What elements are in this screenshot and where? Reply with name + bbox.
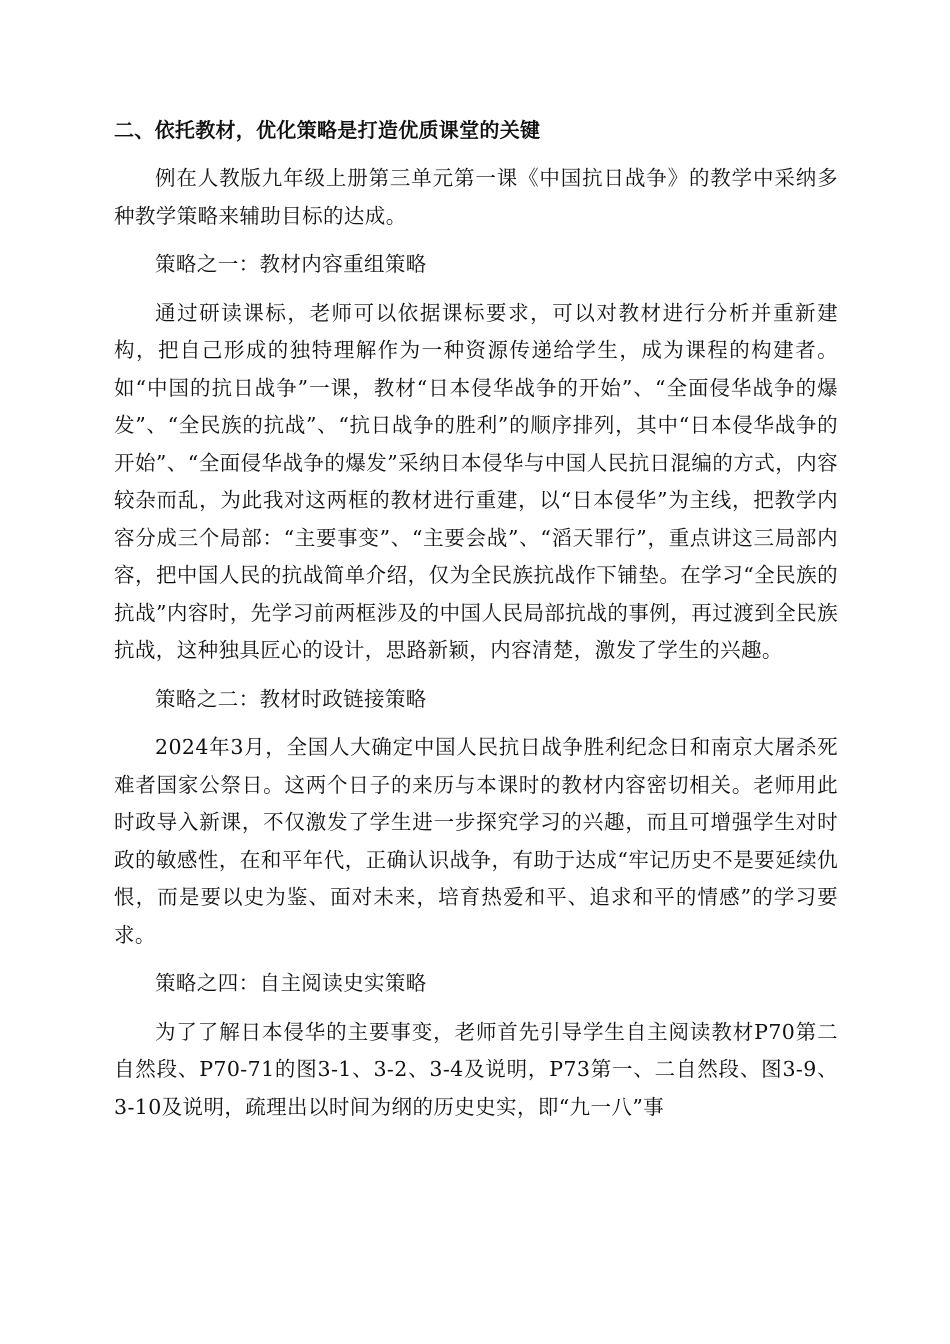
- document-page: [114, 112, 838, 1126]
- strategy-1-body: 通过研读课标，老师可以依据课标要求，可以对教材进行分析并重新建构，把自己形成的独特理解作为一种资源传递给学生，成为课程的构建者。如“中国的抗日战争”一课，教材“日本侵华战争的开始”、“全面侵华战争的爆发”、“全民族的抗战”、“抗日战争的胜利”的顺序排列，其中“日本侵华战争的开始”、“全面侵华战争的爆发”采纳日本侵华与中国人民抗日混编的方式，内容较杂而乱，为此我对这两框的教材进行重建，以“日本侵华”为主线，把教学内容分成三个局部：“主要事变”、“主要会战”、“滔天罪行”，重点讲这三局部内容，把中国人民的抗战简单介绍，仅为全民族抗战作下铺垫。在学习“全民族的抗战”内容时，先学习前两框涉及的中国人民局部抗战的事例，再过渡到全民族抗战，这种独具匠心的设计，思路新颖，内容清楚，激发了学生的兴趣。: [114, 300, 838, 662]
- paragraph-intro: 例在人教版九年级上册第三单元第一课《中国抗日战争》的教学中采纳多种教学策略来辅助目标的达成。: [114, 166, 838, 228]
- section-heading: 二、依托教材，优化策略是打造优质课堂的关键: [114, 118, 541, 142]
- strategy-4-body: 为了了解日本侵华的主要事变，老师首先引导学生自主阅读教材P70第二自然段、P70-71的图3-1、3-2、3-4及说明，P73第一、二自然段、图3-9、3-10及说明，疏理出以时间为纲的历史史实，即“九一八”事: [114, 1019, 838, 1119]
- strategy-2-title: 策略之二：教材时政链接策略: [155, 686, 427, 711]
- strategy-4-title: 策略之四：自主阅读史实策略: [155, 971, 427, 995]
- strategy-2-body: 2024年3月，全国人大确定中国人民抗日战争胜利纪念日和南京大屠杀死难者国家公祭日。这两个日子的来历与本课时的教材内容密切相关。老师用此时政导入新课，不仅激发了学生进一步探究学习的兴趣，而且可增强学生对时政的敏感性，在和平年代，正确认识战争，有助于达成“牢记历史不是要延续仇恨，而是要以史为鉴、面对未来，培育热爱和平、追求和平的情感”的学习要求。: [114, 735, 838, 947]
- strategy-1-title: 策略之一：教材内容重组策略: [155, 252, 427, 276]
